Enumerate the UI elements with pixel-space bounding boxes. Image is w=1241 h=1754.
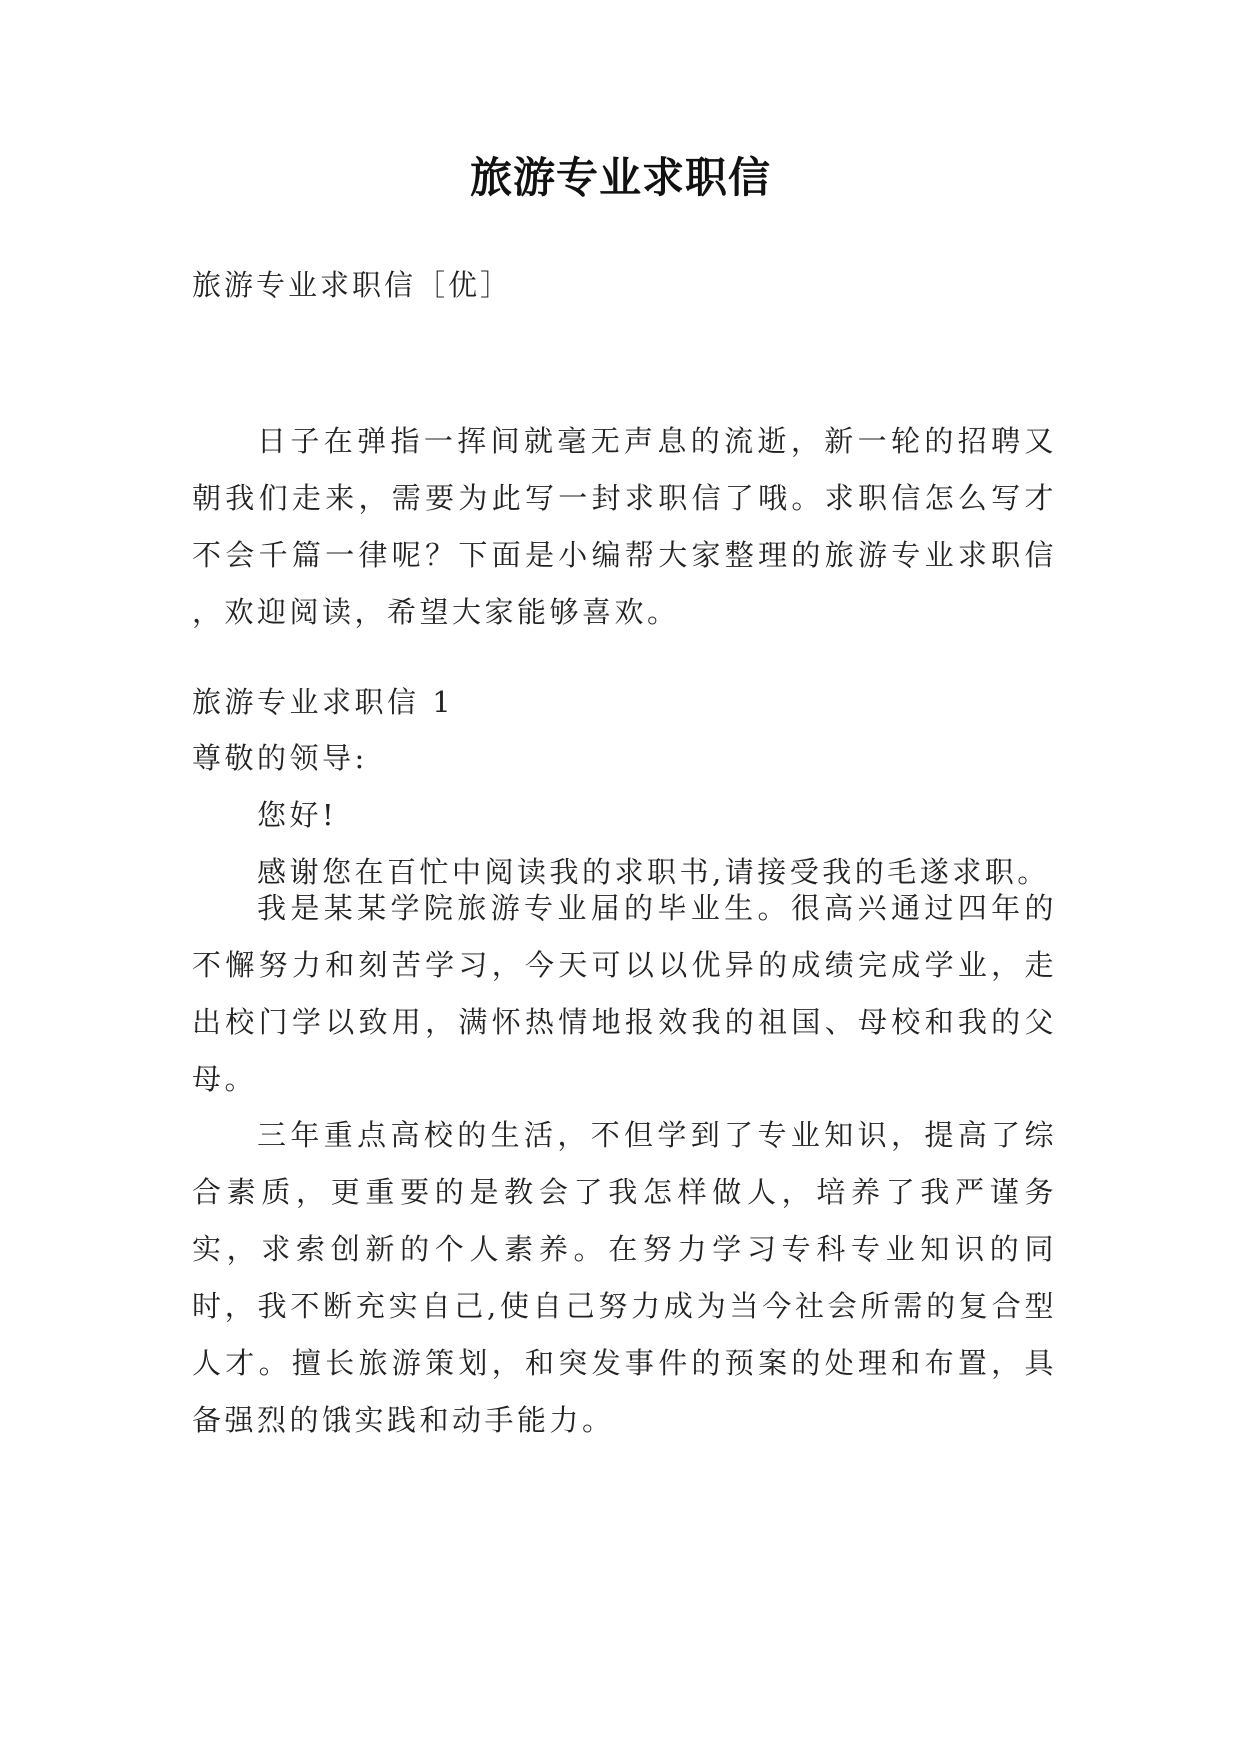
section-heading: 旅游专业求职信 1 xyxy=(192,685,455,719)
body-paragraph-3: 三年重点高校的生活，不但学到了专业知识，提高了综合素质，更重要的是教会了我怎样做人，培养了我严谨务实，求索创新的个人素养。在努力学习专科专业知识的同时，我不断充实自己,使自己努力成为当今社会所需的复合型人才。擅长旅游策划，和突发事件的预案的处理和布置，具备强烈的饿实践和动手能力。 xyxy=(192,1118,1057,1437)
greeting: 您好! xyxy=(257,798,338,832)
document-title: 旅游专业求职信 xyxy=(469,153,771,202)
document-subtitle: 旅游专业求职信［优］ xyxy=(192,268,513,302)
body-paragraph-2: 我是某某学院旅游专业届的毕业生。很高兴通过四年的不懈努力和刻苦学习，今天可以以优异的成绩完成学业，走出校门学以致用，满怀热情地报效我的祖国、母校和我的父母。 xyxy=(192,891,1057,1096)
salutation: 尊敬的领导: xyxy=(192,741,368,775)
body-paragraph-1: 感谢您在百忙中阅读我的求职书,请接受我的毛遂求职。 xyxy=(257,855,1050,889)
intro-paragraph: 日子在弹指一挥间就毫无声息的流逝，新一轮的招聘又朝我们走来，需要为此写一封求职信了哦。求职信怎么写才不会千篇一律呢？下面是小编帮大家整理的旅游专业求职信 ，欢迎阅读，希望大家能够喜欢。 xyxy=(192,424,1057,629)
